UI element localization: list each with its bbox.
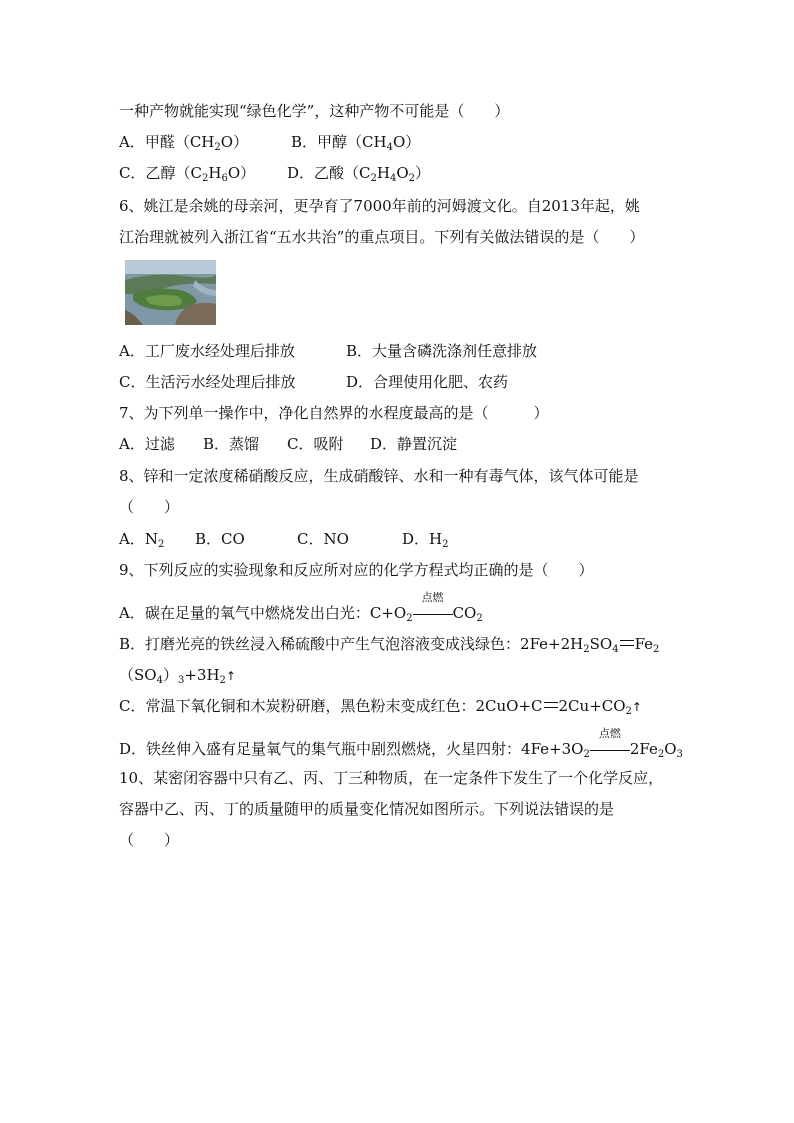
q9-option-b[interactable]: B．打磨光亮的铁丝浸入稀硫酸中产生气泡溶液变成浅绿色：$2Fe+2H_2SO_4$ $Fe_2$	[119, 635, 660, 655]
gas-up-arrow: ↑	[631, 700, 642, 714]
q6-stem-line1: 6、姚江是余姚的母亲河，更孕育了7000年前的河姆渡文化。自2013年起，姚	[119, 197, 640, 215]
q6-option-a[interactable]: A．工厂废水经处理后排放	[119, 342, 295, 360]
q9-stem: 9、下列反应的实验现象和反应所对应的化学方程式均正确的是（ ）	[119, 561, 594, 579]
q5-option-d[interactable]: D．乙酸$(C_2H_4O_2)$	[287, 164, 431, 184]
q7-option-b[interactable]: B．蒸馏	[203, 435, 260, 453]
q7-option-c[interactable]: C．吸附	[287, 435, 344, 453]
q5-option-b[interactable]: B．甲醇$(CH_4O)$	[291, 133, 421, 153]
q10-paren: （ ）	[119, 831, 180, 849]
q8-option-a[interactable]: A．$N_2$	[119, 530, 165, 550]
q6-option-c[interactable]: C．生活污水经处理后排放	[119, 373, 296, 391]
q6-options-row1	[119, 341, 538, 361]
question-intro: 一种产物就能实现“绿色化学”，这种产物不可能是（ ）	[119, 102, 510, 120]
q5-options-row1	[119, 132, 421, 158]
equals-sign	[544, 702, 558, 708]
q9-option-d[interactable]: D．铁丝伸入盛有足量氧气的集气瓶中剧烈燃烧，火星四射：$4Fe+3O_2$ 点燃 $2Fe_2O_3$	[119, 727, 683, 760]
q6-stem-line2: 江治理就被列入浙江省“五水共治”的重点项目。下列有关做法错误的是（ ）	[119, 228, 645, 246]
q9-option-c[interactable]: C．常温下氧化铜和木炭粉研磨，黑色粉末变成红色：2CuO+C $2Cu+CO_2↑$	[119, 697, 642, 717]
q10-stem-line1: 10、某密闭容器中只有乙、丙、丁三种物质，在一定条件下发生了一个化学反应，	[119, 769, 664, 787]
q6-option-b[interactable]: B．大量含磷洗涤剂任意排放	[346, 342, 538, 360]
q5-option-a[interactable]: A．甲醛$(CH_2O)$	[119, 133, 249, 153]
equals-sign	[620, 640, 634, 646]
q7-stem: 7、为下列单一操作中，净化自然界的水程度最高的是（ ）	[119, 404, 549, 422]
river-aerial-photo	[125, 260, 216, 325]
gas-up-arrow: ↑	[225, 669, 236, 683]
q8-option-d[interactable]: D．$H_2$	[402, 530, 449, 550]
reaction-condition-arrow: 点燃	[413, 603, 453, 623]
q9-option-b-cont: $(SO_4)_3+3H_2↑$	[119, 666, 236, 686]
q9-option-a[interactable]: A．碳在足量的氧气中燃烧发出白光：$C+O_2$ 点燃 $CO_2$	[119, 591, 483, 624]
q5-options-row2	[119, 163, 431, 189]
q8-options	[119, 529, 449, 555]
reaction-condition-arrow: 点燃	[590, 739, 630, 759]
q5-option-c[interactable]: C．乙醇$(C_2H_6O)$	[119, 164, 256, 184]
q7-option-a[interactable]: A．过滤	[119, 435, 175, 453]
q10-stem-line2: 容器中乙、丙、丁的质量随甲的质量变化情况如图所示。下列说法错误的是	[119, 800, 615, 818]
q7-options	[119, 434, 458, 454]
q8-option-c[interactable]: C．NO	[297, 530, 349, 548]
q6-options-row2	[119, 372, 509, 392]
q8-paren: （ ）	[119, 498, 180, 516]
q7-option-d[interactable]: D．静置沉淀	[370, 435, 458, 453]
q8-stem: 8、锌和一定浓度稀硝酸反应，生成硝酸锌、水和一种有毒气体，该气体可能是	[119, 467, 639, 485]
q6-option-d[interactable]: D．合理使用化肥、农药	[346, 373, 509, 391]
q8-option-b[interactable]: B．CO	[195, 530, 245, 548]
